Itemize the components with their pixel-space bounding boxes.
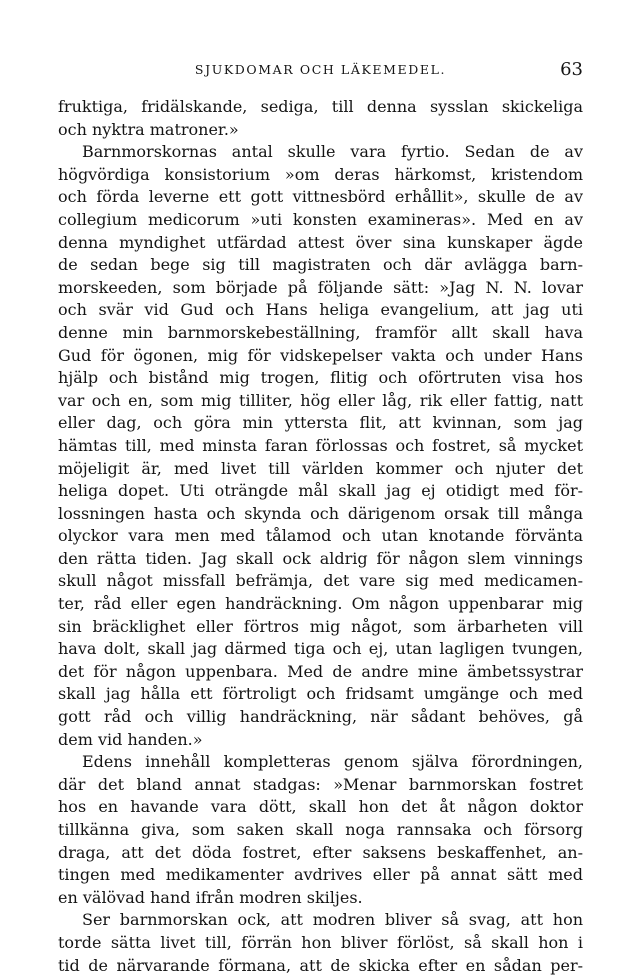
text-line: denna myndighet utfärdad attest över sina kunskaper ägde [58, 232, 583, 252]
text-line: collegium medicorum »uti konsten examineras». Med en av [58, 209, 583, 229]
text-line: eller dag, och göra min yttersta flit, att kvinnan, som jag [58, 413, 583, 433]
text-line: högvördiga konsistorium »om deras härkomst, kristendom [58, 164, 583, 184]
text-line: det för någon uppenbara. Med de andre mine ämbetssystrar [58, 661, 583, 681]
text-line: skall jag hålla ett förtroligt och fridsamt umgänge och med [58, 684, 583, 704]
text-line: hos en havande vara dött, skall hon det åt någon doktor [58, 797, 583, 817]
text-line: hjälp och bistånd mig trogen, flitig och oförtruten visa hos [58, 368, 583, 388]
text-line: en välövad hand ifrån modren skiljes. [58, 887, 363, 907]
text-line: var och en, som mig tilliter, hög eller låg, rik eller fattig, natt [58, 390, 583, 410]
text-line: lossningen hasta och skynda och därigenom orsak till många [58, 503, 583, 523]
text-line: Ser barnmorskan ock, att modren bliver så svag, att hon [82, 910, 583, 930]
text-line: och förda leverne ett gott vittnesbörd erhållit», skulle de av [58, 187, 583, 207]
text-line: torde sätta livet till, förrän hon bliver förlöst, så skall hon i [58, 932, 583, 952]
text-line: fruktiga, fridälskande, sediga, till denna sysslan skickeliga [58, 97, 583, 116]
text-line: ter, råd eller egen handräckning. Om någon uppenbarar mig [58, 594, 583, 614]
text-line: heliga dopet. Uti oträngde mål skall jag ej otidigt med för- [58, 481, 583, 501]
text-line: där det bland annat stadgas: »Menar barnmorskan fostret [58, 774, 583, 794]
running-header [58, 60, 583, 82]
text-line: tingen med medikamenter avdrives eller på annat sätt med [58, 865, 583, 885]
text-line: Barnmorskornas antal skulle vara fyrtio. Sedan de av [82, 142, 583, 162]
text-line: olyckor vara men med tålamod och utan knotande förvänta [58, 526, 583, 546]
text-line: den rätta tiden. Jag skall ock aldrig för någon slem vinnings [58, 548, 583, 568]
text-line: tillkänna giva, som saken skall noga rannsaka och försorg [58, 820, 583, 839]
text-line: morskeeden, som började på följande sätt: »Jag N. N. lovar [58, 277, 583, 297]
page-number: 63 [560, 59, 583, 80]
text-line: de sedan bege sig till magistraten och där avlägga barn- [58, 255, 583, 275]
text-line: tid de närvarande förmana, att de skicka efter en sådan per- [58, 955, 583, 975]
text-line: gott råd och villig handräckning, när sådant behöves, gå [58, 707, 583, 727]
text-line: möjeligit är, med livet till världen kommer och njuter det [58, 458, 583, 478]
text-line: och svär vid Gud och Hans heliga evangelium, att jag uti [58, 300, 583, 320]
text-line: hava dolt, skall jag därmed tiga och ej, utan lagligen tvungen, [58, 639, 583, 659]
text-line: skull något missfall befrämja, det vare sig med medicamen- [58, 571, 583, 591]
running-title: SJUKDOMAR OCH LÄKEMEDEL. [194, 62, 447, 77]
text-line: dem vid handen.» [58, 729, 203, 749]
body-text [58, 96, 583, 977]
text-line: denne min barnmorskebeställning, framför allt skall hava [58, 322, 583, 342]
text-line: hämtas till, med minsta faran förlossas och fostret, så mycket [58, 435, 583, 455]
text-line: Edens innehåll kompletteras genom själva förordningen, [82, 752, 583, 772]
text-line: sin bräcklighet eller förtros mig något, som ärbarheten vill [58, 616, 583, 636]
text-line: och nyktra matroner.» [58, 119, 239, 139]
text-line: Gud för ögonen, mig för vidskepelser vakta och under Hans [58, 345, 583, 365]
text-line: draga, att det döda fostret, efter saksens beskaffenhet, an- [58, 842, 583, 862]
